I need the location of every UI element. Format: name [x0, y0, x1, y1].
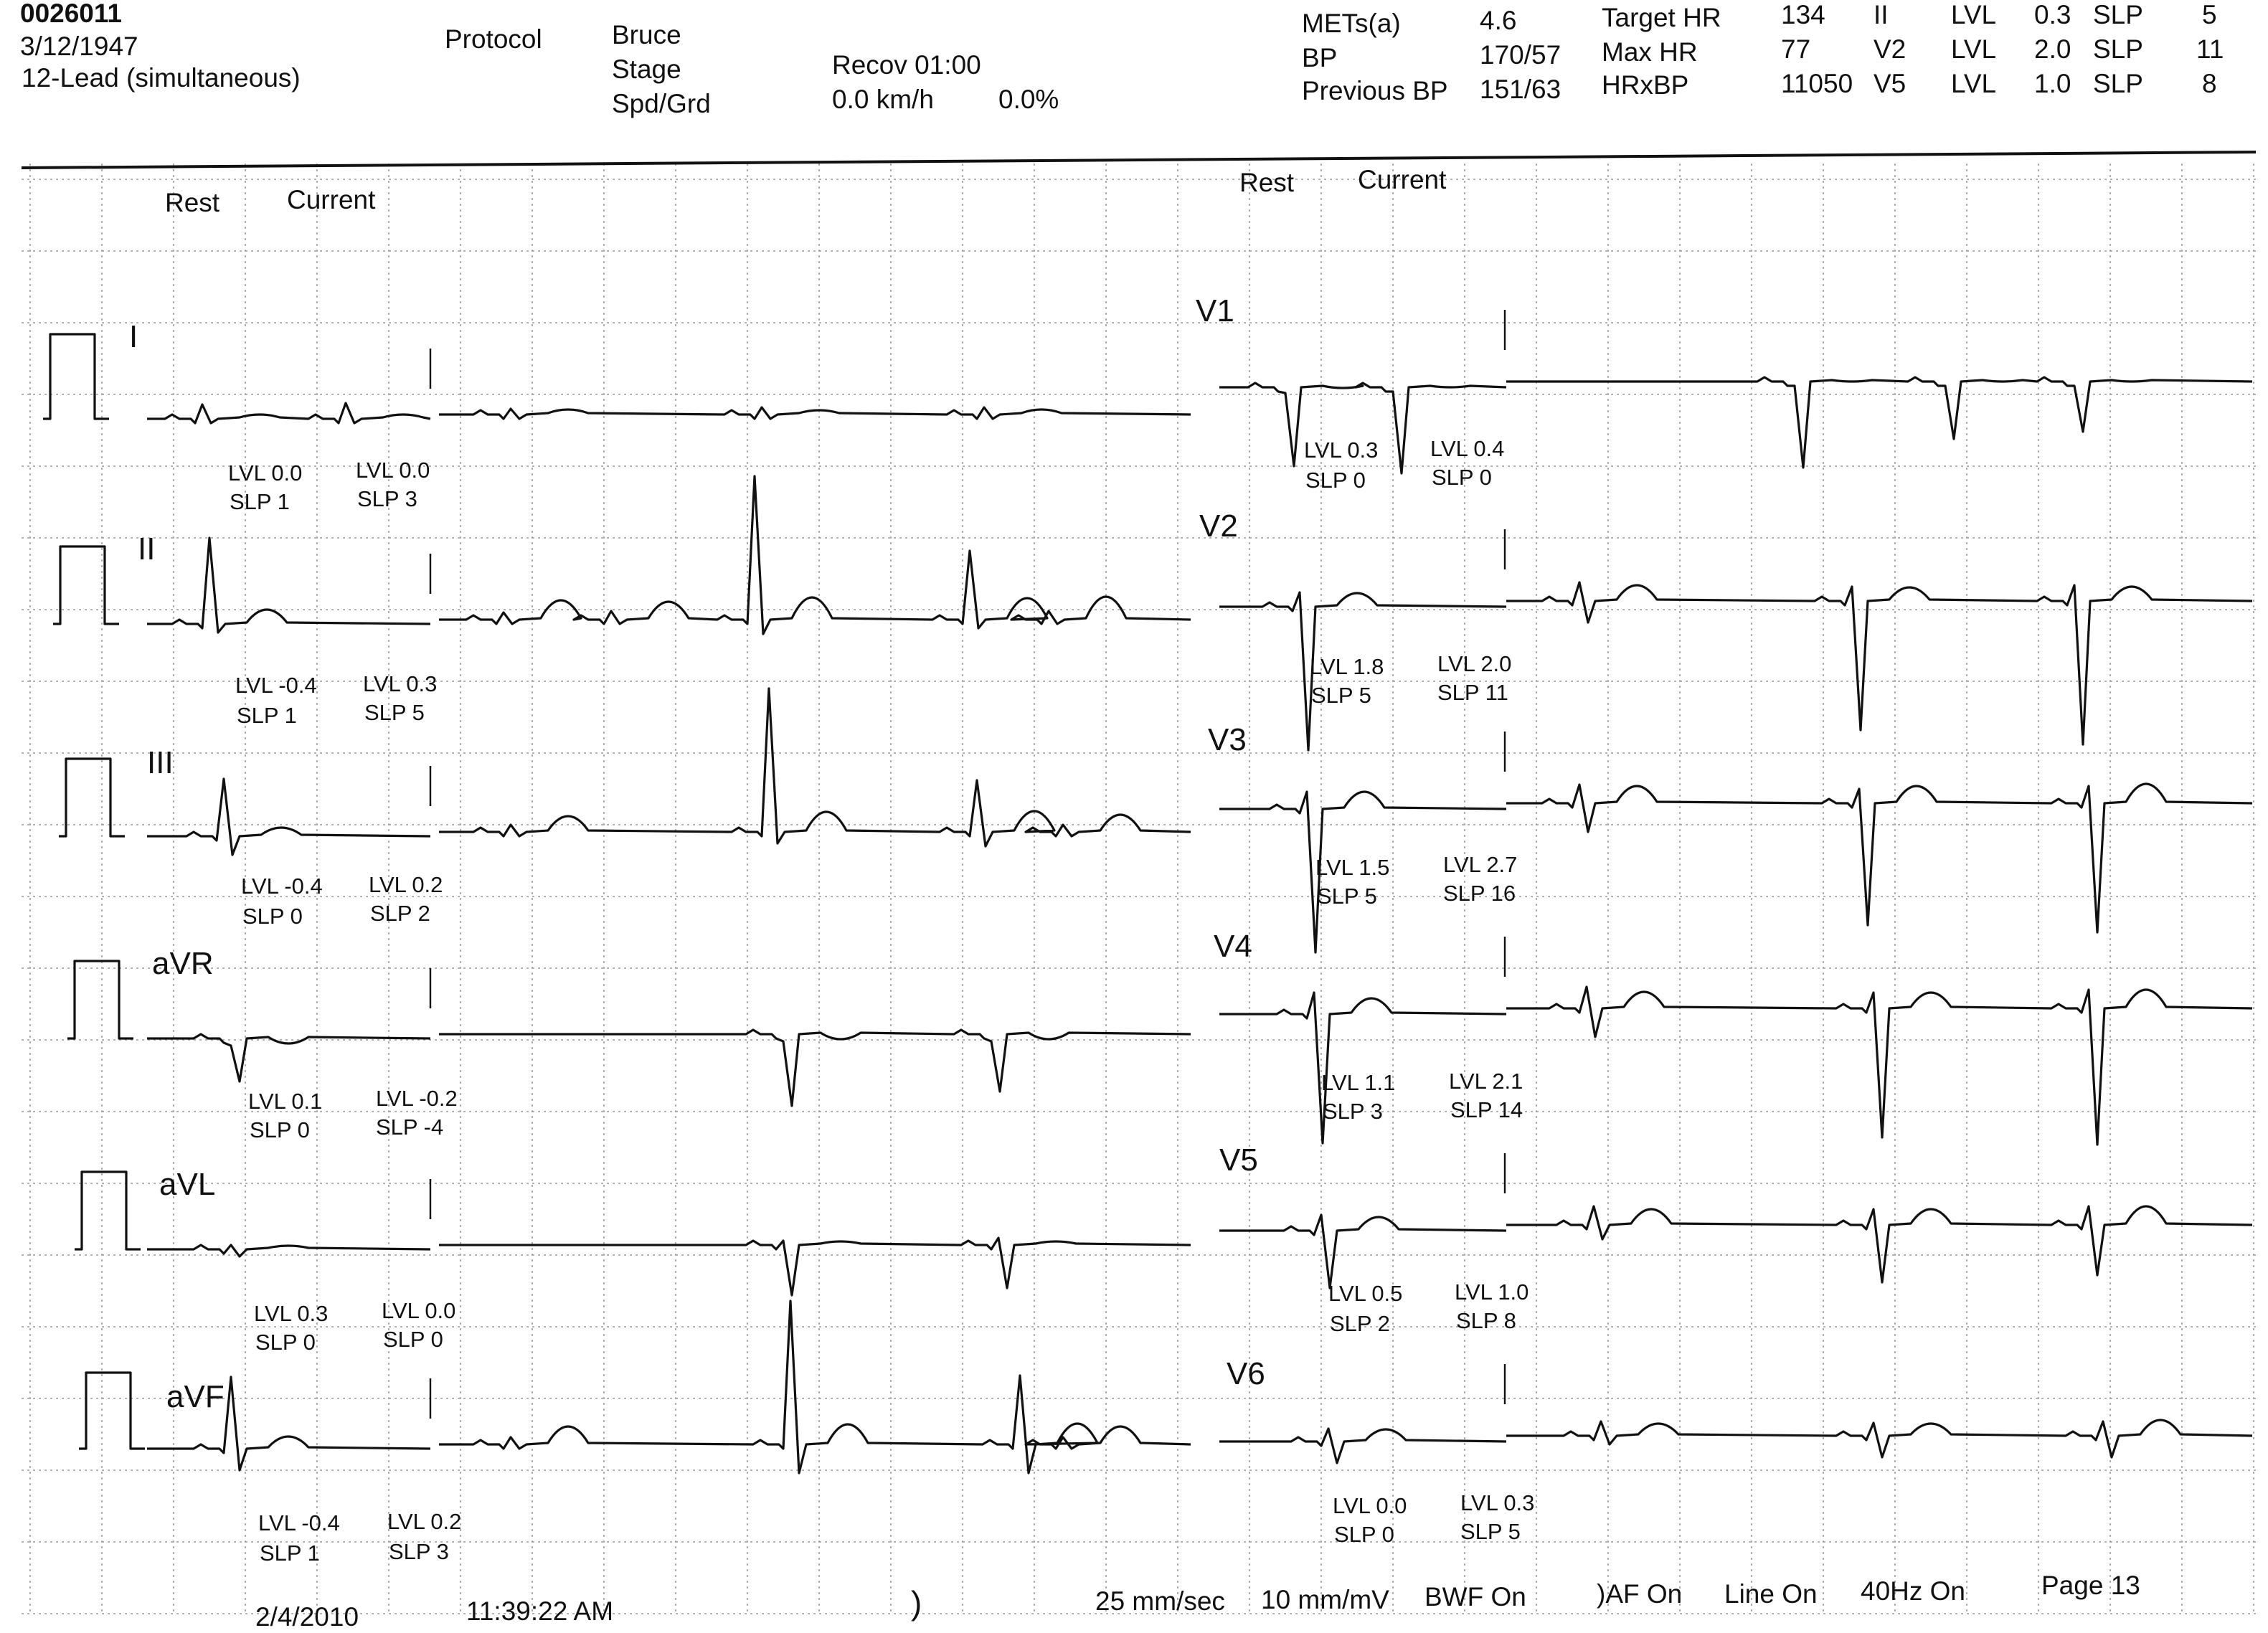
patient-dob: 3/12/1947 — [20, 32, 138, 61]
mets-label: METs(a) — [1302, 9, 1401, 38]
stage-value: Recov 01:00 — [832, 50, 981, 80]
footer-gain: 10 mm/mV — [1261, 1585, 1389, 1614]
st-summary-lvl-label: LVL — [1951, 34, 1997, 64]
lead-iii-current-slp: SLP 2 — [370, 901, 430, 926]
footer-date: 2/4/2010 — [255, 1602, 359, 1632]
lead-avf-current-slp: SLP 3 — [389, 1539, 449, 1564]
current-column-header: Current — [1358, 165, 1447, 194]
lead-v2-current-slp: SLP 11 — [1437, 680, 1508, 705]
footer-speed: 25 mm/sec — [1095, 1586, 1225, 1616]
st-summary-slp: 11 — [2196, 34, 2224, 64]
previous-bp-value: 151/63 — [1480, 75, 1561, 104]
lead-v5-rest-slp: SLP 2 — [1330, 1311, 1390, 1336]
hrxbp-label: HRxBP — [1602, 70, 1689, 100]
lead-avr-rest-slp: SLP 0 — [250, 1117, 310, 1142]
lead-ii-current-lvl: LVL 0.3 — [363, 671, 438, 696]
trace-current-v2 — [1506, 582, 2252, 744]
trace-rest-v6 — [1219, 1429, 1506, 1463]
lead-ii-current-slp: SLP 5 — [364, 700, 425, 725]
trace-current-avr — [439, 1030, 1191, 1106]
footer-time: 11:39:22 AM — [466, 1596, 614, 1626]
protocol-name: Bruce — [612, 20, 681, 49]
hrxbp-value: 11050 — [1781, 69, 1853, 98]
trace-rest-v5 — [1219, 1215, 1506, 1288]
lead-v4-current-lvl: LVL 2.1 — [1449, 1069, 1523, 1094]
lead-label-v1: V1 — [1196, 293, 1234, 328]
lead-label-v4: V4 — [1214, 929, 1252, 964]
lead-v6-rest-slp: SLP 0 — [1334, 1522, 1394, 1547]
st-summary-slp-label: SLP — [2093, 0, 2143, 29]
st-summary-slp: 5 — [2202, 0, 2217, 29]
st-summary-slp-label: SLP — [2093, 69, 2143, 98]
st-summary-lvl-label: LVL — [1951, 0, 1997, 29]
target-hr-value: 134 — [1781, 0, 1825, 29]
bp-label: BP — [1302, 43, 1338, 72]
lead-avf-rest-lvl: LVL -0.4 — [258, 1510, 340, 1535]
lead-i-rest-lvl: LVL 0.0 — [228, 460, 303, 486]
lead-v3-current-lvl: LVL 2.7 — [1443, 852, 1518, 877]
spd-grd-label: Spd/Grd — [612, 89, 711, 118]
lead-v1-rest-slp: SLP 0 — [1305, 468, 1366, 493]
lead-i-current-lvl: LVL 0.0 — [356, 458, 430, 483]
lead-label-iii: III — [147, 745, 174, 780]
lead-v3-current-slp: SLP 16 — [1443, 881, 1516, 906]
max-hr-label: Max HR — [1602, 37, 1698, 67]
lead-avf-rest-slp: SLP 1 — [260, 1540, 320, 1566]
lead-avf-current-lvl: LVL 0.2 — [387, 1509, 462, 1534]
calibration-pulse-avr — [67, 961, 133, 1038]
lead-label-i: I — [129, 319, 138, 354]
calibration-pulse-ii — [53, 546, 119, 624]
lead-label-v3: V3 — [1208, 722, 1247, 757]
bp-value: 170/57 — [1480, 40, 1561, 70]
footer-page: Page 13 — [2041, 1571, 2140, 1600]
lead-v5-rest-lvl: LVL 0.5 — [1328, 1281, 1403, 1306]
footer-af: )AF On — [1597, 1579, 1683, 1609]
previous-bp-label: Previous BP — [1302, 76, 1448, 105]
lead-v5-current-lvl: LVL 1.0 — [1455, 1279, 1529, 1305]
lead-v3-rest-lvl: LVL 1.5 — [1315, 855, 1390, 880]
trace-current-ii — [439, 476, 1191, 634]
rest-column-header: Rest — [1239, 168, 1295, 197]
st-summary-lvl: 1.0 — [2034, 69, 2071, 98]
st-summary-lvl: 2.0 — [2034, 34, 2071, 64]
lead-label-ii: II — [138, 531, 156, 567]
footer-mark: ) — [911, 1584, 922, 1622]
lead-avr-current-lvl: LVL -0.2 — [376, 1086, 458, 1111]
lead-label-v2: V2 — [1199, 508, 1238, 544]
trace-current-v1 — [1506, 377, 2252, 468]
grade-value: 0.0% — [998, 85, 1059, 114]
lead-v2-current-lvl: LVL 2.0 — [1437, 651, 1512, 676]
lead-v6-current-lvl: LVL 0.3 — [1460, 1490, 1535, 1515]
lead-avl-current-slp: SLP 0 — [383, 1327, 443, 1352]
st-summary-lvl: 0.3 — [2034, 0, 2071, 29]
protocol-label: Protocol — [445, 24, 542, 54]
lead-v5-current-slp: SLP 8 — [1456, 1308, 1516, 1333]
lead-label-avf: aVF — [166, 1379, 225, 1414]
max-hr-value: 77 — [1781, 34, 1811, 64]
target-hr-label: Target HR — [1602, 3, 1721, 32]
trace-rest-ii — [147, 538, 430, 633]
lead-v4-rest-lvl: LVL 1.1 — [1321, 1070, 1396, 1095]
lead-v1-rest-lvl: LVL 0.3 — [1304, 437, 1379, 463]
lead-iii-current-lvl: LVL 0.2 — [369, 872, 443, 897]
lead-v2-rest-lvl: LVL 1.8 — [1310, 654, 1384, 679]
lead-label-v6: V6 — [1227, 1356, 1265, 1391]
footer-bwf: BWF On — [1424, 1582, 1526, 1611]
calibration-pulse-i — [43, 334, 109, 419]
trace-current-iii — [439, 688, 1191, 846]
lead-v6-rest-lvl: LVL 0.0 — [1333, 1493, 1407, 1518]
lead-avl-rest-slp: SLP 0 — [255, 1330, 316, 1355]
lead-avr-rest-lvl: LVL 0.1 — [248, 1089, 323, 1114]
st-summary-lead: II — [1874, 0, 1889, 29]
lead-label-avr: aVR — [152, 946, 214, 981]
current-column-header: Current — [287, 185, 376, 214]
stage-label: Stage — [612, 55, 681, 84]
trace-current-v6 — [1506, 1420, 2252, 1457]
lead-avl-rest-lvl: LVL 0.3 — [254, 1301, 329, 1326]
footer-line: Line On — [1724, 1579, 1818, 1609]
lead-label-avl: aVL — [159, 1167, 216, 1202]
rest-column-header: Rest — [165, 188, 220, 217]
lead-v1-current-slp: SLP 0 — [1432, 465, 1492, 490]
st-summary-lvl-label: LVL — [1951, 69, 1997, 98]
lead-v2-rest-slp: SLP 5 — [1311, 683, 1371, 708]
speed-value: 0.0 km/h — [832, 85, 934, 114]
lead-label-v5: V5 — [1219, 1142, 1258, 1178]
patient-id: 0026011 — [20, 0, 123, 28]
trace-current-avl — [439, 1238, 1191, 1295]
footer-hz: 40Hz On — [1861, 1576, 1966, 1606]
lead-v3-rest-slp: SLP 5 — [1317, 884, 1377, 909]
lead-v1-current-lvl: LVL 0.4 — [1430, 436, 1505, 461]
lead-v4-rest-slp: SLP 3 — [1323, 1099, 1383, 1124]
calibration-pulse-avf — [79, 1373, 145, 1449]
trace-rest-avr — [147, 1034, 430, 1081]
lead-mode: 12-Lead (simultaneous) — [22, 63, 301, 93]
lead-v4-current-slp: SLP 14 — [1450, 1097, 1523, 1122]
trace-rest-iii — [147, 779, 430, 855]
st-summary-slp-label: SLP — [2093, 34, 2143, 64]
lead-v6-current-slp: SLP 5 — [1460, 1519, 1521, 1544]
mets-value: 4.6 — [1480, 6, 1517, 35]
lead-avr-current-slp: SLP -4 — [376, 1114, 444, 1140]
lead-i-rest-slp: SLP 1 — [230, 489, 290, 514]
lead-avl-current-lvl: LVL 0.0 — [382, 1298, 456, 1323]
trace-current-v3 — [1506, 784, 2252, 932]
lead-i-current-slp: SLP 3 — [357, 486, 417, 511]
st-summary-slp: 8 — [2202, 69, 2217, 98]
lead-ii-rest-lvl: LVL -0.4 — [235, 673, 317, 698]
trace-current-i — [439, 407, 1191, 419]
lead-ii-rest-slp: SLP 1 — [237, 703, 297, 728]
header-divider — [22, 152, 2256, 168]
st-summary-lead: V2 — [1874, 34, 1906, 64]
lead-iii-rest-lvl: LVL -0.4 — [241, 874, 323, 899]
lead-iii-rest-slp: SLP 0 — [242, 904, 303, 929]
trace-current-v5 — [1506, 1206, 2252, 1282]
st-summary-lead: V5 — [1874, 69, 1906, 98]
trace-rest-i — [147, 403, 430, 423]
trace-current-v4 — [1506, 987, 2252, 1145]
